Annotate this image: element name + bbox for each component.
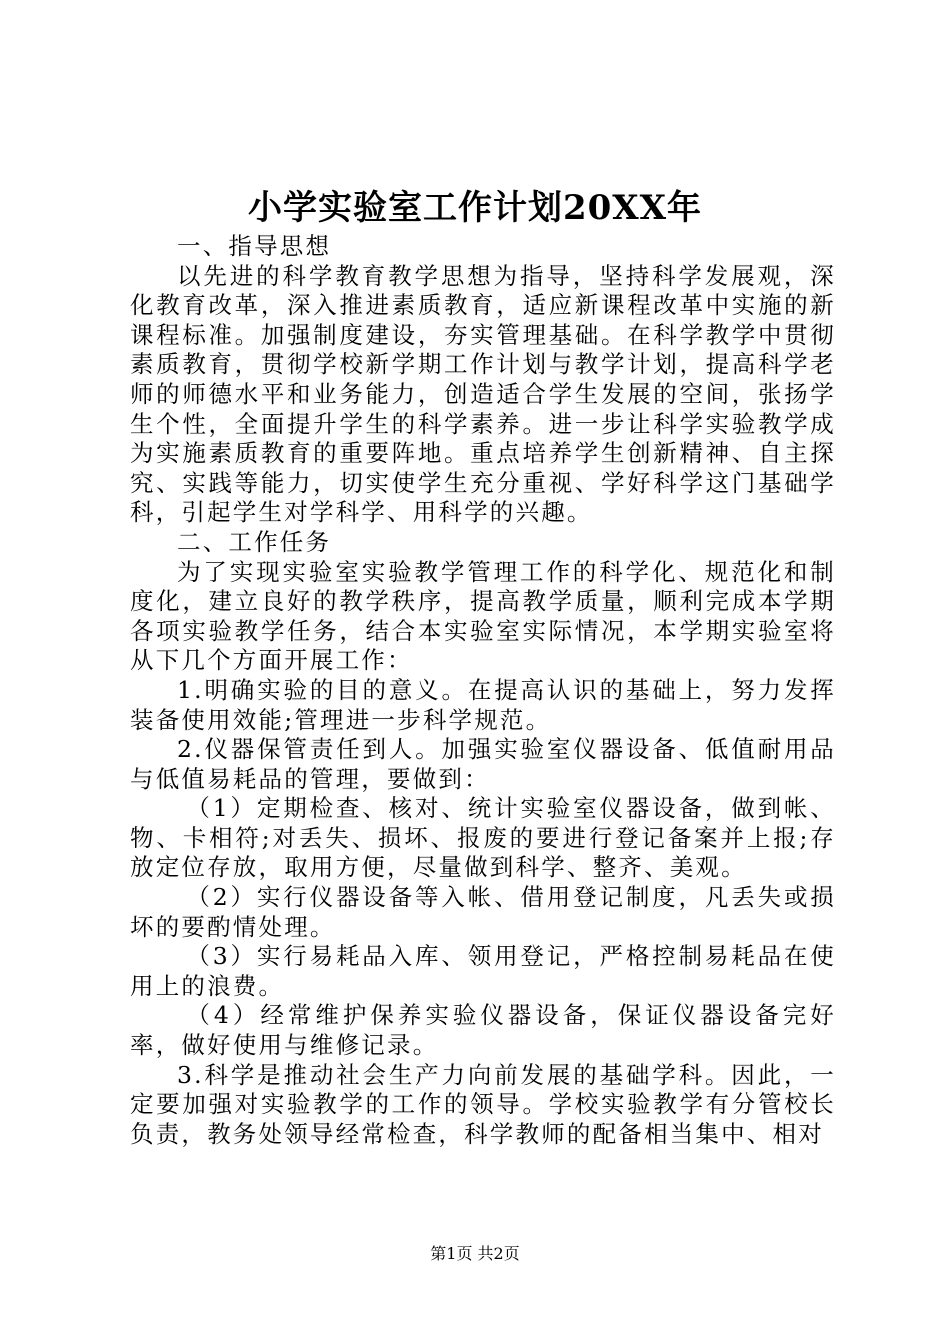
document-body: [130, 232, 836, 1149]
paragraph-subitem-1: （1）定期检查、核对、统计实验室仪器设备，做到帐、物、卡相符;对丢失、损坏、报废的要进行登记备案并上报;存放定位存放，取用方便，尽量做到科学、整齐、美观。: [130, 794, 836, 882]
paragraph-subitem-3: （3）实行易耗品入库、领用登记，严格控制易耗品在使用上的浪费。: [130, 942, 836, 1000]
document-title: 小学实验室工作计划20XX年: [247, 188, 703, 228]
paragraph-work-tasks-intro: 为了实现实验室实验教学管理工作的科学化、规范化和制度化，建立良好的教学秩序，提高教学质量，顺利完成本学期各项实验教学任务，结合本实验室实际情况，本学期实验室将从下几个方面开展工作：: [130, 557, 836, 675]
paragraph-item-1: 1.明确实验的目的意义。在提高认识的基础上，努力发挥装备使用效能;管理进一步科学规范。: [130, 675, 836, 734]
paragraph-subitem-4: （4）经常维护保养实验仪器设备，保证仪器设备完好率，做好使用与维修记录。: [130, 1001, 836, 1060]
paragraph-item-3: 3.科学是推动社会生产力向前发展的基础学科。因此，一定要加强对实验教学的工作的领导。学校实验教学有分管校长负责，教务处领导经常检查，科学教师的配备相当集中、相对: [130, 1060, 836, 1148]
paragraph-subitem-2: （2）实行仪器设备等入帐、借用登记制度，凡丢失或损坏的要酌情处理。: [130, 883, 836, 941]
page-number-footer: 第1页 共2页: [430, 1244, 520, 1263]
paragraph-item-2: 2.仪器保管责任到人。加强实验室仪器设备、低值耐用品与低值易耗品的管理，要做到：: [130, 735, 836, 793]
paragraph-guiding-ideology: 以先进的科学教育教学思想为指导，坚持科学发展观，深化教育改革，深入推进素质教育，适应新课程改革中实施的新课程标准。加强制度建设，夯实管理基础。在科学教学中贯彻素质教育，贯彻学校新学期工作计划与教学计划，提高科学老师的师德水平和业务能力，创造适合学生发展的空间，张扬学生个性，全面提升学生的科学素养。进一步让科学实验教学成为实施素质教育的重要阵地。重点培养学生创新精神、自主探究、实践等能力，切实使学生充分重视、学好科学这门基础学科，引起学生对学科学、用科学的兴趣。: [130, 261, 836, 527]
section-heading-guiding-ideology: 一、指导思想: [177, 232, 332, 260]
section-heading-work-tasks: 二、工作任务: [177, 527, 332, 556]
